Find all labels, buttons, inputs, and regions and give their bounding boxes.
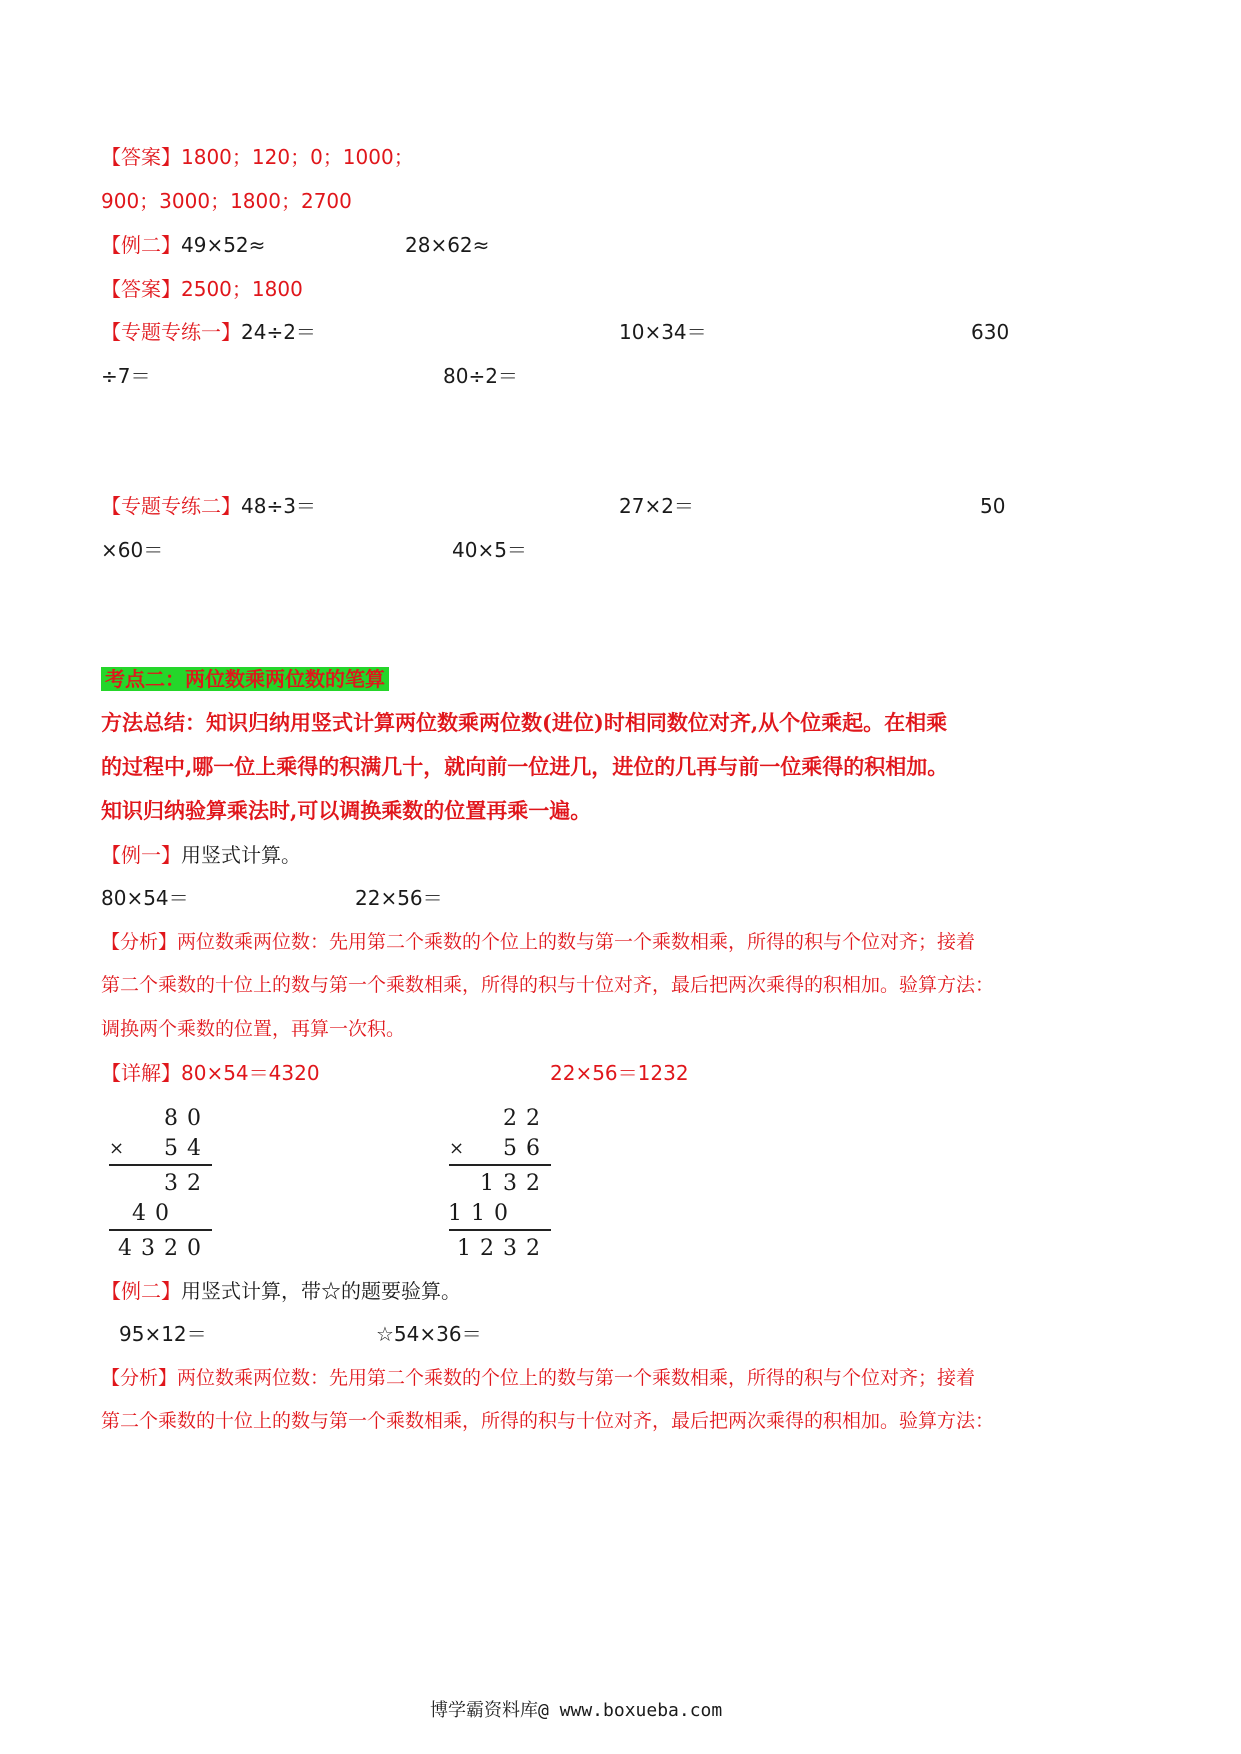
- analysis-tag: 【分析】: [101, 1367, 178, 1389]
- divider-line: [109, 1164, 212, 1166]
- example-instruction: 用竖式计算，带☆的题要验算。: [181, 1279, 461, 1303]
- vertical-2-partial-1: 132: [480, 1171, 549, 1196]
- example-tag: 【例二】: [101, 1279, 181, 1303]
- vertical-2-multiplicand: 22: [503, 1106, 549, 1131]
- footer-watermark: 博学霸资料库@ www.boxueba.com: [430, 1700, 723, 1721]
- question-2: 28×62≈: [405, 233, 490, 257]
- drill-1-q3-part-a: 630: [971, 320, 1010, 344]
- vertical-1-multiplicand: 80: [164, 1106, 210, 1131]
- vertical-2-partial-2: 110: [448, 1201, 517, 1226]
- answer-tag: 【答案】: [101, 277, 181, 301]
- vertical-1-partial-1: 32: [164, 1171, 210, 1196]
- question: 48÷3＝: [241, 494, 316, 518]
- divider-line: [449, 1164, 551, 1166]
- method-summary-line-1: 方法总结：知识归纳用竖式计算两位数乘两位数(进位)时相同数位对齐,从个位乘起。在相乘: [101, 710, 948, 735]
- example-2-q2: ☆54×36＝: [376, 1322, 482, 1346]
- method-summary-line-2: 的过程中,哪一位上乘得的积满几十，就向前一位进几，进位的几再与前一位乘得的积相加。: [101, 754, 949, 779]
- analysis-1-line-2: 第二个乘数的十位上的数与第一个乘数相乘，所得的积与十位对齐，最后把两次乘得的积相加。验算方法：: [101, 974, 995, 996]
- answer-2: [101, 276, 303, 302]
- vertical-2-multiplier: 56: [503, 1136, 549, 1161]
- drill-2-q3-part-b: ×60＝: [101, 538, 164, 562]
- vertical-1-result: 4320: [118, 1236, 210, 1261]
- drill-1-q4: 80÷2＝: [443, 364, 518, 388]
- answer-1-line-1: [101, 144, 414, 170]
- drill-1-q2: 10×34＝: [619, 320, 707, 344]
- detail-answer-2: 22×56＝1232: [550, 1061, 689, 1085]
- analysis-2-line-1: 【分析】两位数乘两位数：先用第二个乘数的个位上的数与第一个乘数相乘，所得的积与个位对齐；接着: [101, 1367, 976, 1389]
- detail-1: [101, 1060, 320, 1086]
- drill-2-line-1: [101, 493, 316, 519]
- question: 49×52≈: [181, 233, 266, 257]
- divider-line: [109, 1229, 212, 1231]
- analysis-2-line-2: 第二个乘数的十位上的数与第一个乘数相乘，所得的积与十位对齐，最后把两次乘得的积相加。验算方法：: [101, 1410, 995, 1432]
- question: 24÷2＝: [241, 320, 316, 344]
- drill-tag: 【专题专练一】: [101, 320, 241, 344]
- drill-2-q3-part-a: 50: [980, 494, 1006, 518]
- section-2-title: 考点二：两位数乘两位数的笔算: [101, 666, 389, 692]
- drill-1-q3-part-b: ÷7＝: [101, 364, 151, 388]
- example-1-q1: 80×54＝: [101, 886, 189, 910]
- detail-answer-1: 80×54＝4320: [181, 1061, 320, 1085]
- example-tag: 【例一】: [101, 843, 181, 867]
- multiply-sign: ×: [449, 1138, 474, 1159]
- example-1-q2: 22×56＝: [355, 886, 443, 910]
- analysis-1-line-1: 【分析】两位数乘两位数：先用第二个乘数的个位上的数与第一个乘数相乘，所得的积与个位对齐；接着: [101, 931, 976, 953]
- example-tag: 【例二】: [101, 233, 181, 257]
- drill-2-q4: 40×5＝: [452, 538, 527, 562]
- detail-tag: 【详解】: [101, 1061, 181, 1085]
- vertical-1-partial-2: 40: [132, 1201, 178, 1226]
- analysis-tag: 【分析】: [101, 931, 178, 953]
- method-summary-line-3: 知识归纳验算乘法时,可以调换乘数的位置再乘一遍。: [101, 798, 592, 823]
- vertical-1-multiplier: 54: [164, 1136, 210, 1161]
- example-1-header: [101, 842, 301, 868]
- multiply-sign: ×: [109, 1138, 134, 1159]
- example-2-estimate: [101, 232, 265, 258]
- example-2-q1: 95×12＝: [119, 1322, 207, 1346]
- drill-1-line-1: [101, 319, 316, 345]
- divider-line: [449, 1229, 551, 1231]
- answer-values: 1800；120；0；1000；: [181, 145, 414, 169]
- answer-1-line-2: 900；3000；1800；2700: [101, 189, 352, 213]
- example-instruction: 用竖式计算。: [181, 843, 301, 867]
- drill-tag: 【专题专练二】: [101, 494, 241, 518]
- answer-values: 2500；1800: [181, 277, 303, 301]
- vertical-2-result: 1232: [457, 1236, 549, 1261]
- answer-tag: 【答案】: [101, 145, 181, 169]
- analysis-1-line-3: 调换两个乘数的位置，再算一次积。: [101, 1018, 406, 1040]
- example-2-header: [101, 1278, 461, 1304]
- drill-2-q2: 27×2＝: [619, 494, 694, 518]
